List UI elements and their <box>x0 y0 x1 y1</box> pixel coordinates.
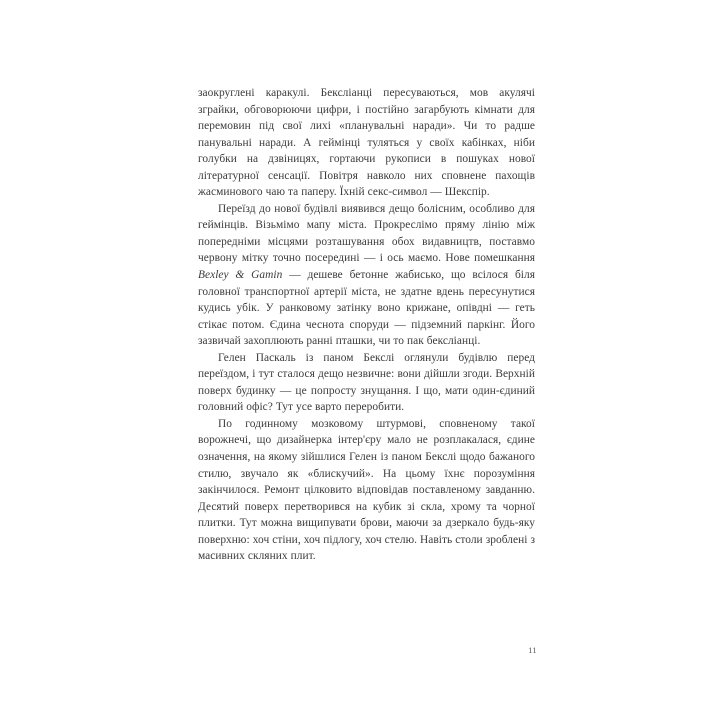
paragraph-2 <box>198 201 535 350</box>
text-run: заокруглені каракулі. Бексліанці пересуваються, мов акулячі зграйки, обговорюючи цифри, і постійно загарбують кімнати для перемовин під свої лихі «планувальні наради». Чи то радше панувальні наради. А геймінці туляться у своїх кабінках, ніби голубки на дзвіницях, гортаючи рукописи в пошуках нової літературної сенсації. Повітря навколо них сповнене пахощів жасминового чаю та паперу. Їхній секс-символ — Шекспір. <box>198 87 535 199</box>
text-run: По годинному мозковому штурмові, сповненому такої ворожнечі, що дизайнерка інтер'єру мало не розплакалася, єдине означення, на якому зійшлися Гелен із паном Бекслі щодо бажаного стилю, звучало як «блискучий». На цьому їхнє порозуміння закінчилося. Ремонт цілковито відповідав поставленому завданню. Десятий поверх перетворився на кубик зі скла, хрому та чорної плитки. Тут можна вищипувати брови, маючи за дзеркало будь-яку поверхню: хоч стіни, хоч підлогу, хоч стелю. Навіть столи зроблені з масивних скляних плит. <box>198 417 535 563</box>
text-run: — дешеве бетонне жабисько, що всілося біля головної транспортної артерії міста, не здатне вдень пересунутися кудись убік. У ранковому затінку воно крижане, опівдні — геть стікає потом. Єдина чеснота споруди — підземний паркінг. Його зазвичай захоплюють ранні пташки, чи то пак бексліанці. <box>198 269 535 348</box>
paragraph-1 <box>198 85 535 201</box>
text-run: Переїзд до нової будівлі виявився дещо болісним, особливо для геймінців. Візьмімо мапу міста. Прокреслімо пряму лінію між попередніми місцями розташування обох видавництв, поставмо червону мітку точно посередині — і ось маємо. Нове помешкання <box>198 202 535 265</box>
italic-title-run: Bexley & Gamin <box>198 269 283 282</box>
text-run: Гелен Паскаль із паном Бекслі оглянули будівлю перед переїздом, і тут сталося дещо незвичне: вони дійшли згоди. Верхній поверх будинку — це попросту знущання. І що, мати один-єдиний головний офіс? Тут усе варто переробити. <box>198 351 535 414</box>
page-text-block <box>198 85 535 565</box>
paragraph-3 <box>198 350 535 416</box>
page-number: 11 <box>528 645 537 655</box>
paragraph-4 <box>198 416 535 565</box>
